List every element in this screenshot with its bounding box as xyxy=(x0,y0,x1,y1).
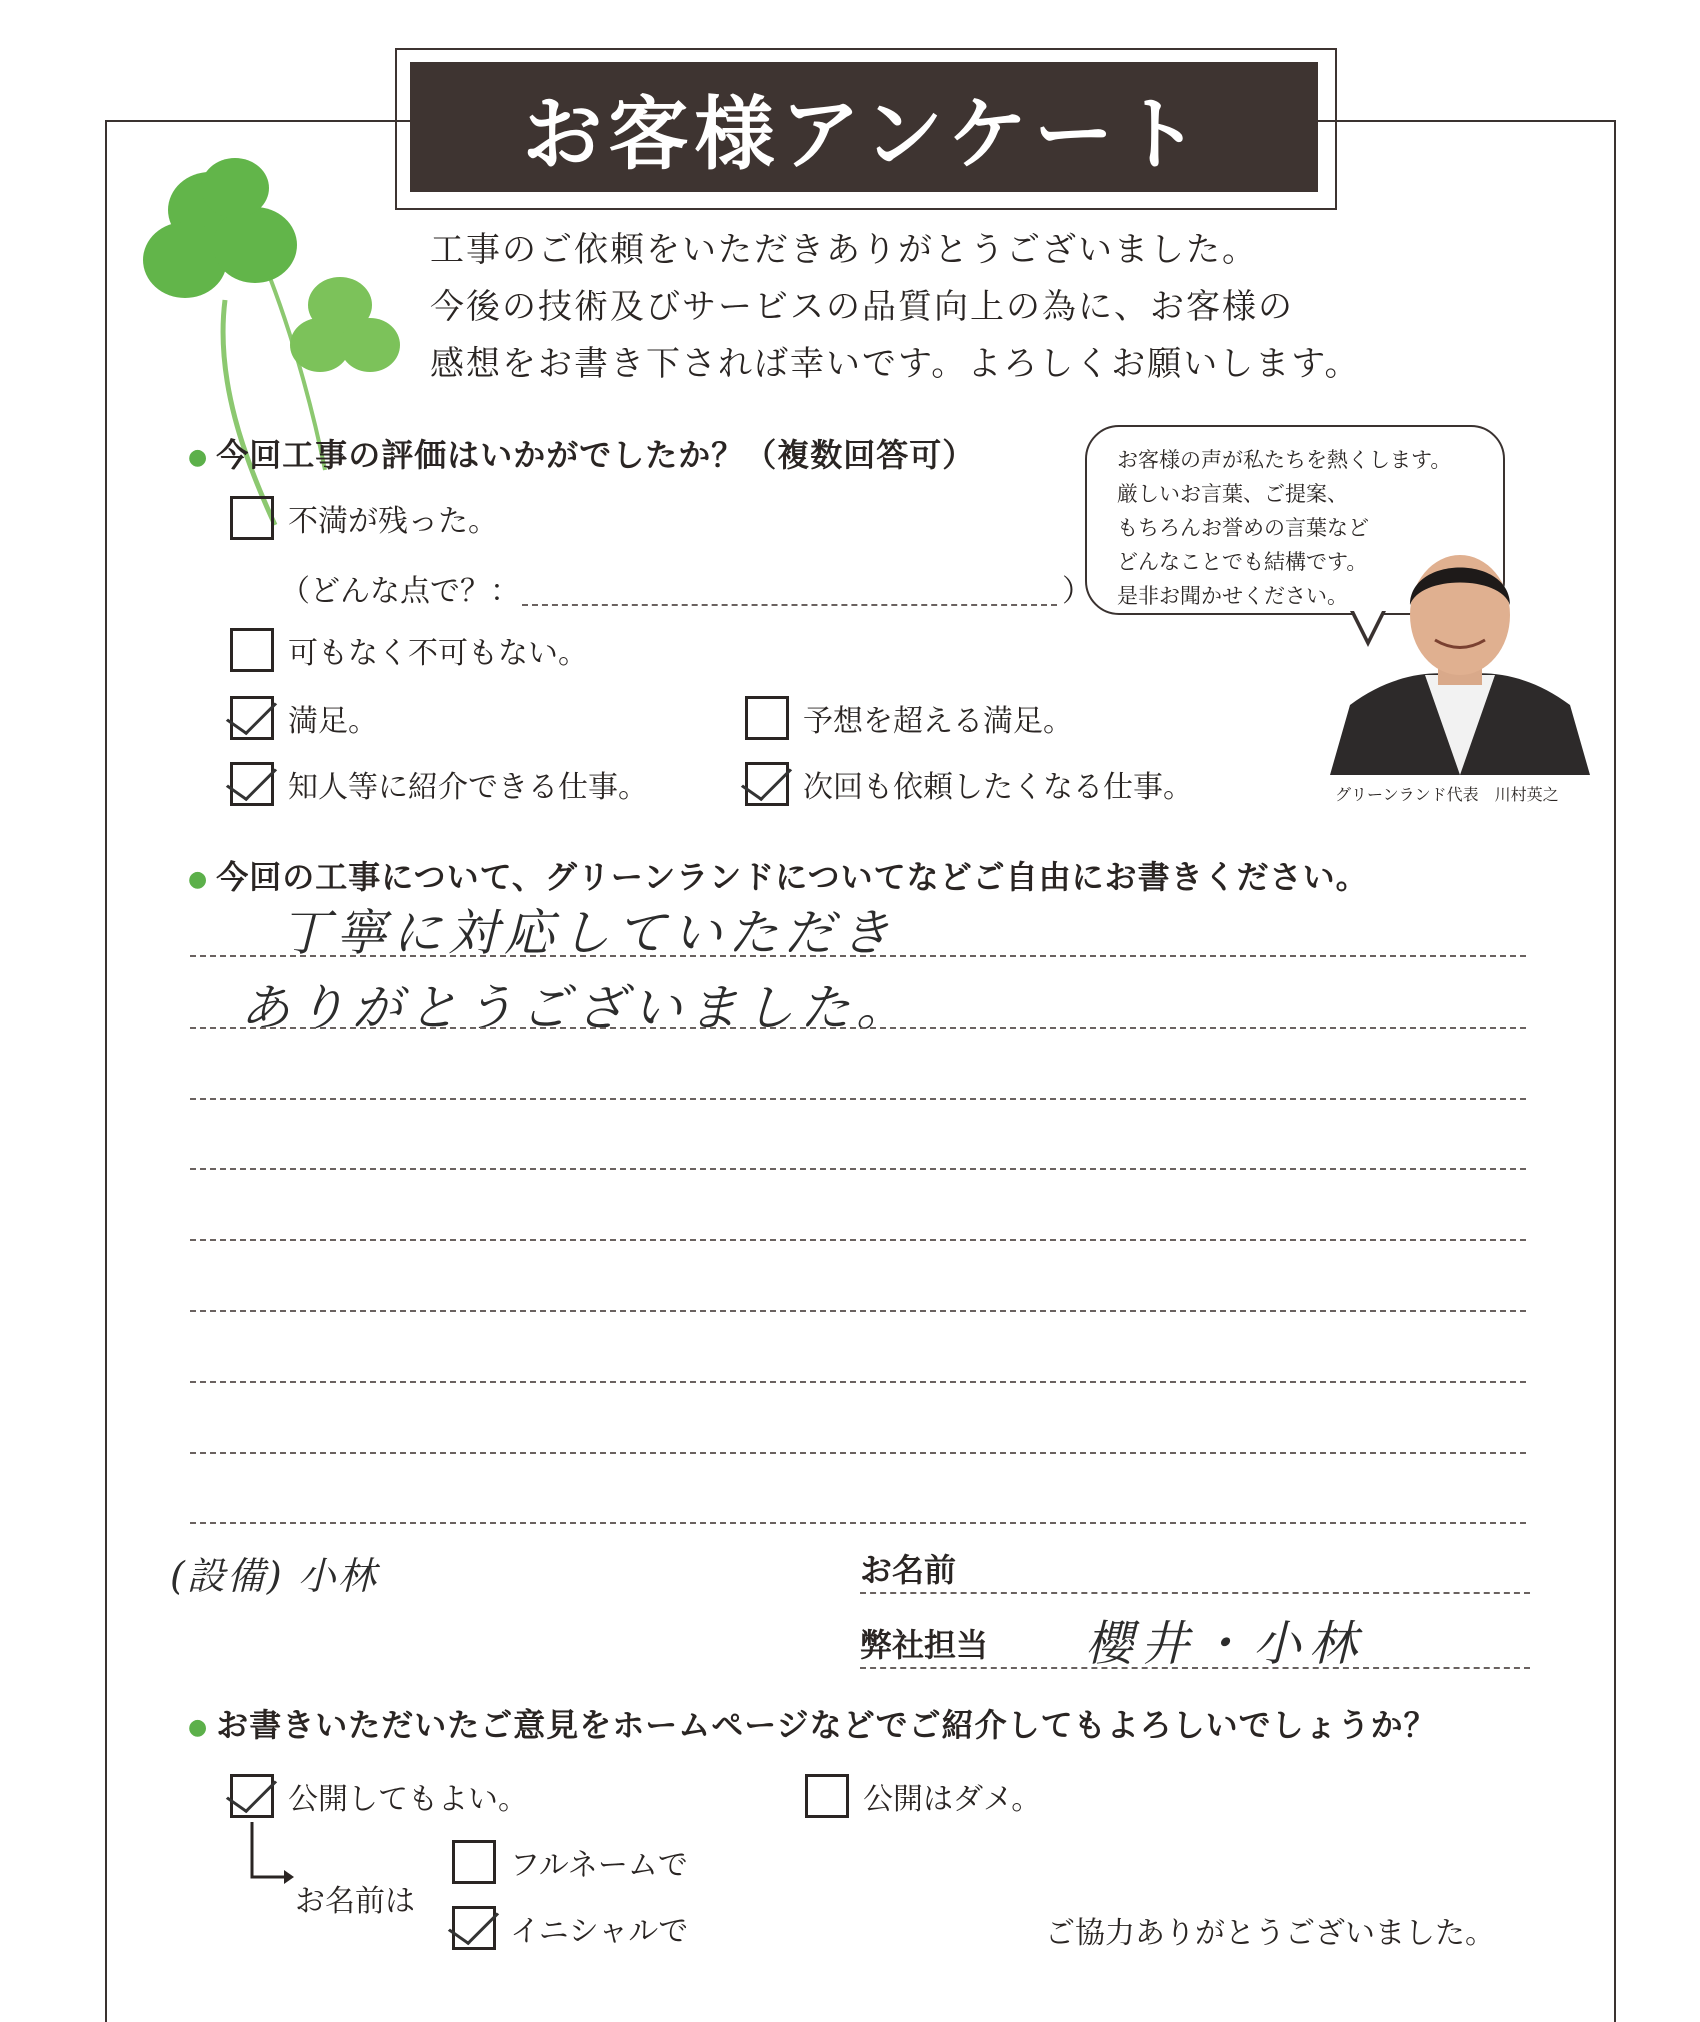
checkbox-recommend[interactable] xyxy=(230,762,274,806)
intro-line-3: 感想をお書き下されば幸いです。よろしくお願いします。 xyxy=(430,344,1361,384)
option-fullname-label: フルネームで xyxy=(510,1848,688,1883)
bubble-line-5: 是非お聞かせください。 xyxy=(1117,584,1348,608)
detail-suffix: ） xyxy=(1062,574,1092,609)
checkbox-fullname[interactable] xyxy=(452,1840,496,1884)
question-publish: ● お書きいただいたご意見をホームページなどでご紹介してもよろしいでしょうか？ xyxy=(188,1700,1437,1746)
thanks-text: ご協力ありがとうございました。 xyxy=(1045,1916,1495,1951)
option-initial[interactable] xyxy=(452,1906,688,1950)
checkbox-public-ng[interactable] xyxy=(805,1774,849,1818)
comment-line xyxy=(190,1381,1526,1383)
comment-line xyxy=(190,1239,1526,1241)
option-unsatisfied-label: 不満が残った。 xyxy=(288,504,498,539)
option-again-label: 次回も依頼したくなる仕事。 xyxy=(803,770,1193,805)
option-public-ok[interactable] xyxy=(230,1774,528,1818)
option-again[interactable] xyxy=(745,762,1193,806)
comment-line xyxy=(190,1310,1526,1312)
comment-line xyxy=(190,955,1526,957)
checkbox-satisfied[interactable] xyxy=(230,696,274,740)
checkbox-neutral[interactable] xyxy=(230,628,274,672)
option-neutral-label: 可もなく不可もない。 xyxy=(288,636,588,671)
bubble-line-4: どんなことでも結構です。 xyxy=(1117,550,1368,574)
option-recommend[interactable] xyxy=(230,762,648,806)
name-input[interactable] xyxy=(860,1592,1530,1594)
detail-prefix: （どんな点で？： xyxy=(280,574,520,609)
detail-row xyxy=(280,566,520,610)
page-title: お客様アンケート xyxy=(410,62,1318,192)
detail-input[interactable] xyxy=(522,604,1057,606)
name-label: お名前 xyxy=(860,1551,957,1589)
checkbox-exceeded[interactable] xyxy=(745,696,789,740)
option-public-ng[interactable] xyxy=(805,1774,1041,1818)
option-public-ok-label: 公開してもよい。 xyxy=(288,1782,528,1817)
handwritten-answer-line-2: ありがとうございました。 xyxy=(240,979,912,1037)
staff-label: 弊社担当 xyxy=(860,1626,989,1664)
comment-line xyxy=(190,1098,1526,1100)
arrow-icon xyxy=(248,1822,298,1892)
intro-line-2: 今後の技術及びサービスの品質向上の為に、お客様の xyxy=(430,287,1294,327)
option-neutral[interactable] xyxy=(230,628,588,672)
bubble-line-1: お客様の声が私たちを熱くします。 xyxy=(1117,448,1452,472)
intro-line-1: 工事のご依頼をいただきありがとうございました。 xyxy=(430,230,1258,270)
question-free-comment: ● 今回の工事について、グリーンランドについてなどご自由にお書きください。 xyxy=(188,852,1369,898)
bubble-line-3: もちろんお誉めの言葉など xyxy=(1117,516,1369,540)
option-recommend-label: 知人等に紹介できる仕事。 xyxy=(288,770,648,805)
staff-input[interactable] xyxy=(860,1667,1530,1669)
comment-line xyxy=(190,1452,1526,1454)
comment-line xyxy=(190,1522,1526,1524)
question-evaluation: ● 今回工事の評価はいかがでしたか？（複数回答可） xyxy=(188,430,975,476)
option-satisfied-label: 満足。 xyxy=(288,704,378,739)
comment-line xyxy=(190,1027,1526,1029)
name-format-prefix: お名前は xyxy=(295,1884,415,1919)
representative-photo xyxy=(1330,535,1590,775)
option-unsatisfied[interactable] xyxy=(230,496,498,540)
intro-text xyxy=(430,222,1361,393)
checkbox-unsatisfied[interactable] xyxy=(230,496,274,540)
handwritten-dept-note: (設備) 小林 xyxy=(170,1554,378,1598)
option-initial-label: イニシャルで xyxy=(510,1914,689,1949)
option-fullname[interactable] xyxy=(452,1840,688,1884)
checkbox-again[interactable] xyxy=(745,762,789,806)
checkbox-public-ok[interactable] xyxy=(230,1774,274,1818)
handwritten-answer-line-1: 丁寧に対応していただき xyxy=(280,904,896,962)
option-public-ng-label: 公開はダメ。 xyxy=(863,1782,1042,1817)
comment-line xyxy=(190,1168,1526,1170)
checkbox-initial[interactable] xyxy=(452,1906,496,1950)
handwritten-staff-value: 櫻井・小林 xyxy=(1085,1616,1366,1672)
representative-caption: グリーンランド代表 川村英之 xyxy=(1335,785,1559,804)
option-exceeded[interactable] xyxy=(745,696,1073,740)
bubble-line-2: 厳しいお言葉、ご提案、 xyxy=(1117,482,1348,506)
option-satisfied[interactable] xyxy=(230,696,378,740)
option-exceeded-label: 予想を超える満足。 xyxy=(803,704,1073,739)
